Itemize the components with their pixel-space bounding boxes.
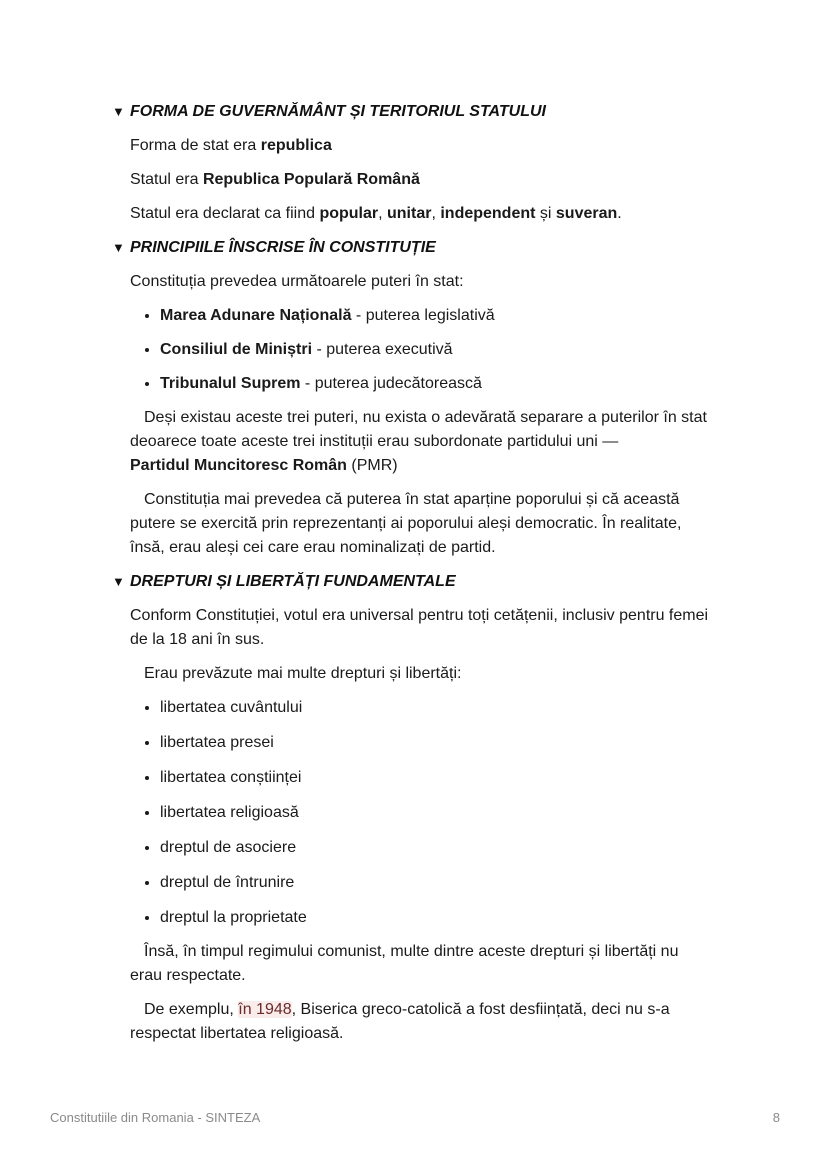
list-item (160, 338, 712, 362)
bold-text: Tribunalul Suprem (160, 375, 301, 392)
text: - puterea judecătorească (300, 375, 482, 392)
triangle-down-icon[interactable]: ▼ (112, 574, 125, 589)
text: Forma de stat era (130, 137, 261, 154)
bold-text: independent (440, 205, 536, 222)
page-content (112, 100, 712, 1046)
bold-text: Republica Populară Română (202, 171, 420, 188)
paragraph: Constituția prevedea următoarele puteri în stat: (130, 273, 464, 290)
highlighted-text: în 1948 (238, 1001, 292, 1018)
toggle-heading-principiile[interactable] (112, 236, 712, 260)
list-item (160, 304, 712, 328)
text: Deși existau aceste trei puteri, nu exista o adevărată separare a puterilor în stat deoarece toate aceste trei instituții erau subordonate partidului uni — (130, 409, 707, 450)
section-body (112, 270, 712, 560)
text: , (378, 205, 387, 222)
page-footer (50, 1110, 780, 1125)
page-number: 8 (772, 1110, 780, 1125)
paragraph (130, 134, 712, 158)
bold-text: Marea Adunare Națională (160, 307, 352, 324)
paragraph: Erau prevăzute mai multe drepturi și libertăți: (144, 665, 462, 682)
toggle-heading-forma-de-guvernamant[interactable] (112, 100, 712, 124)
toggle-heading-drepturi[interactable] (112, 570, 712, 594)
list-item: • libertatea conștiinței (160, 766, 712, 790)
text: Statul era declarat ca fiind (130, 205, 320, 222)
text: Statul era (130, 171, 203, 188)
text: . (617, 205, 622, 222)
rights-list (130, 696, 712, 930)
list-item: • libertatea presei (160, 731, 712, 755)
paragraph: Conform Constituției, votul era universal pentru toți cetățenii, inclusiv pentru femei de la 18 ani în sus. (130, 607, 709, 648)
section-body (112, 134, 712, 226)
section-body (112, 604, 712, 1046)
powers-list (130, 304, 712, 396)
paragraph: Însă, în timpul regimului comunist, multe dintre aceste drepturi și libertăți nu erau respectate. (130, 943, 679, 984)
paragraph (130, 406, 712, 478)
triangle-down-icon[interactable]: ▼ (112, 240, 125, 255)
text: , (431, 205, 441, 222)
footer-title: Constitutiile din Romania - SINTEZA (50, 1110, 261, 1125)
text: - puterea executivă (312, 341, 453, 358)
list-item: • dreptul de asociere (160, 836, 712, 860)
bold-text: unitar (387, 205, 432, 222)
text: (PMR) (346, 457, 398, 474)
bold-text: popular (319, 205, 379, 222)
triangle-down-icon[interactable]: ▼ (112, 104, 125, 119)
text: De exemplu, (144, 1001, 239, 1018)
paragraph (130, 168, 712, 192)
text: - puterea legislativă (351, 307, 495, 324)
bold-text: Partidul Muncitoresc Român (130, 457, 347, 474)
text: , Biserica greco-catolică a fost desființată, deci nu s-a respectat libertatea religioasă. (130, 1001, 670, 1042)
list-item: • libertatea cuvântului (160, 696, 712, 720)
bold-text: republica (260, 137, 332, 154)
list-item (160, 372, 712, 396)
bold-text: suveran (555, 205, 618, 222)
section-heading: PRINCIPIILE ÎNSCRISE ÎN CONSTITUȚIE (130, 239, 436, 256)
list-item: • dreptul la proprietate (160, 906, 712, 930)
list-item: • dreptul de întrunire (160, 871, 712, 895)
paragraph: Constituția mai prevedea că puterea în stat aparține poporului și că această putere se exercită prin reprezentanți ai poporului aleși democratic. În realitate, însă, erau aleși cei care erau nominalizați de partid. (130, 491, 682, 556)
paragraph (130, 202, 712, 226)
bold-text: Consiliul de Miniștri (160, 341, 313, 358)
section-heading: DREPTURI ȘI LIBERTĂȚI FUNDAMENTALE (130, 573, 456, 590)
text: și (535, 205, 556, 222)
paragraph (130, 998, 712, 1046)
list-item: • libertatea religioasă (160, 801, 712, 825)
section-heading: FORMA DE GUVERNĂMÂNT ȘI TERITORIUL STATULUI (130, 103, 546, 120)
